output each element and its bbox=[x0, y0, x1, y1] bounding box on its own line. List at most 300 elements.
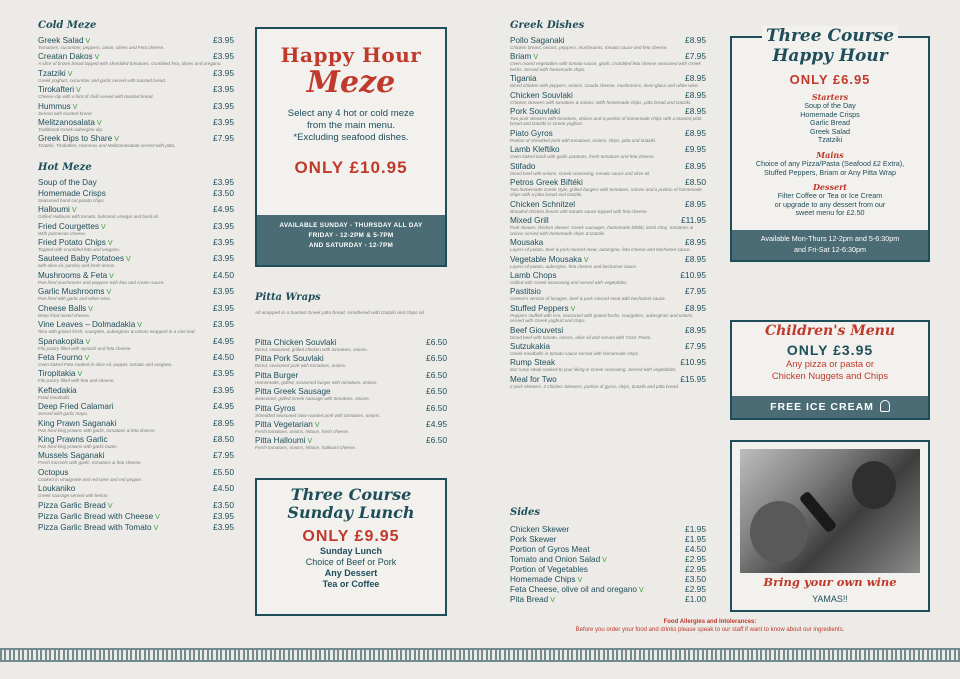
menu-item-name bbox=[38, 205, 77, 214]
childrens-menu-price: ONLY £3.95 bbox=[786, 342, 874, 358]
menu-item-price: £10.95 bbox=[680, 269, 706, 280]
menu-item-row bbox=[510, 144, 706, 154]
menu-item-price: £1.95 bbox=[685, 524, 706, 534]
menu-item-description: Breaded chicken breast with tomato sauce topped with feta cheese. bbox=[510, 208, 648, 214]
menu-item-name bbox=[38, 501, 112, 510]
menu-item bbox=[38, 133, 234, 148]
menu-item-name-text: Beef Giouvetsi bbox=[510, 325, 564, 335]
hot-meze-list bbox=[38, 177, 234, 532]
menu-item bbox=[38, 177, 234, 187]
menu-item-row bbox=[38, 352, 234, 362]
hot-meze-title: Hot Meze bbox=[38, 161, 92, 173]
starters-heading: Starters bbox=[811, 92, 849, 102]
menu-item-description: Peppers stuffed with rice, seasoned with grated herbs, courgettes, aubergines and onions, served with Greek yoghurt and chips. bbox=[510, 312, 694, 324]
menu-item-name bbox=[38, 85, 81, 94]
menu-item bbox=[255, 386, 447, 401]
menu-item-row bbox=[255, 419, 447, 429]
greek-dishes-title: Greek Dishes bbox=[510, 20, 585, 31]
sunday-lunch-title bbox=[257, 486, 445, 522]
menu-item-description: A slice of brown bread topped with shredded tomatoes, crumbled feta, olives and oregano. bbox=[38, 61, 222, 67]
menu-item-name bbox=[38, 512, 160, 521]
menu-item-name-text: Pork Souvlaki bbox=[510, 107, 561, 117]
childrens-menu-box bbox=[730, 320, 930, 420]
menu-item bbox=[510, 534, 706, 544]
offer-line: Homemade Crisps bbox=[800, 109, 860, 119]
menu-item-description: Pan fried king prawns with garlic butter. bbox=[38, 443, 119, 449]
menu-item-name bbox=[510, 255, 589, 264]
menu-item bbox=[38, 286, 234, 301]
menu-item-description: With parmesan cheese. bbox=[38, 230, 87, 236]
menu-item-price: £4.95 bbox=[213, 335, 234, 346]
menu-item-name-text: Tomato and Onion Salad bbox=[510, 555, 601, 564]
menu-item-description: Tzatziki, Tirokafteri, Hummus and Melitzanosalata served with pitta. bbox=[38, 143, 176, 149]
menu-item bbox=[38, 450, 234, 465]
menu-item bbox=[38, 270, 234, 285]
menu-item-price: £4.95 bbox=[426, 419, 447, 430]
menu-item-price: £3.95 bbox=[213, 100, 234, 111]
menu-item-name-text: Fried Courgettes bbox=[38, 221, 99, 231]
menu-item bbox=[38, 352, 234, 367]
menu-item bbox=[510, 584, 706, 594]
menu-item-description: 2 pork skewers, 2 chicken Skewers, portion of gyros, chips, tzatziki and pitta bread. bbox=[510, 383, 680, 389]
vegetarian-v-icon: V bbox=[71, 207, 77, 215]
menu-item-name-text: Pita Bread bbox=[510, 595, 549, 604]
menu-item-name bbox=[510, 304, 575, 313]
menu-item bbox=[38, 368, 234, 383]
menu-item-name-text: Sauteed Baby Potatoes bbox=[38, 254, 125, 264]
menu-item-row bbox=[38, 51, 234, 61]
menu-item-description: Diced, seasoned pork with tomatoes, onions. bbox=[255, 363, 347, 369]
menu-item-price: £1.95 bbox=[685, 534, 706, 544]
menu-item-row bbox=[510, 325, 706, 335]
menu-item-row bbox=[38, 221, 234, 231]
menu-item-name-text: King Prawns Garlic bbox=[38, 434, 108, 444]
menu-item-name-text: Cheese Balls bbox=[38, 303, 87, 313]
menu-item-name-text: Pitta Burger bbox=[255, 370, 299, 380]
menu-item-name bbox=[510, 107, 560, 116]
menu-item-name bbox=[255, 420, 319, 429]
happy-hour-meze-availability bbox=[257, 215, 445, 265]
menu-item-row bbox=[38, 450, 234, 460]
menu-item-price: £4.50 bbox=[685, 544, 706, 554]
menu-item-price: £3.95 bbox=[213, 67, 234, 78]
menu-item-row bbox=[38, 84, 234, 94]
vegetarian-v-icon: V bbox=[126, 256, 131, 264]
menu-item-name-text: Tiropitakia bbox=[38, 369, 76, 379]
menu-item-price: £3.95 bbox=[213, 84, 234, 95]
menu-item-description: Oven baked Feta cooked in olive oil, pepper, tomato and oregano. bbox=[38, 361, 173, 367]
menu-item-name-text: Pork Skewer bbox=[510, 535, 557, 544]
menu-item-description: Pan fried with garlic and white wine. bbox=[38, 296, 112, 302]
pitta-wraps-intro: All wrapped in a toasted Greek pitta bread, smothered with tzatziki and chips oil. bbox=[255, 311, 426, 316]
menu-item-price: £6.50 bbox=[426, 337, 447, 347]
menu-item-name-text: Tzatziki bbox=[38, 68, 66, 78]
menu-item-price: £3.95 bbox=[213, 117, 234, 128]
menu-item-description: Fried meatballs. bbox=[38, 394, 71, 400]
menu-item-price: £3.95 bbox=[213, 302, 234, 313]
menu-item-row bbox=[510, 128, 706, 138]
menu-item bbox=[38, 522, 234, 532]
menu-item-description: Cheese dip with a hint of chilli served with toasted bread. bbox=[38, 94, 154, 100]
menu-item-name bbox=[38, 468, 69, 477]
menu-item-price: £8.95 bbox=[685, 127, 706, 138]
menu-item-price: £4.50 bbox=[213, 269, 234, 280]
menu-item bbox=[510, 161, 706, 176]
menu-item-name-text: Melitzanosalata bbox=[38, 118, 95, 128]
menu-item-name-text: Pollo Saganaki bbox=[510, 36, 565, 45]
menu-item-row bbox=[510, 199, 706, 209]
menu-item bbox=[510, 286, 706, 301]
menu-item-row bbox=[510, 51, 706, 61]
menu-item bbox=[38, 336, 234, 351]
menu-item-description: Greek yoghurt, cucumber and garlic served with toasted bread. bbox=[38, 77, 167, 83]
menu-item-price: £3.95 bbox=[213, 510, 234, 521]
menu-item bbox=[510, 237, 706, 252]
menu-item-price: £8.95 bbox=[685, 237, 706, 248]
menu-item-price: £10.95 bbox=[680, 357, 706, 368]
menu-item-name bbox=[255, 371, 298, 380]
menu-item-row bbox=[255, 435, 447, 445]
menu-item bbox=[38, 319, 234, 334]
menu-item-name-text: Lamb Chops bbox=[510, 270, 557, 280]
menu-item-name-text: Rump Steak bbox=[510, 358, 556, 368]
menu-item-name-text: Portion of Gyros Meat bbox=[510, 545, 590, 554]
menu-item-price: £11.95 bbox=[681, 215, 706, 226]
menu-item-row bbox=[38, 270, 234, 280]
offer-line: Garlic Bread bbox=[810, 118, 850, 128]
menu-item-price: £15.95 bbox=[680, 373, 706, 384]
menu-item bbox=[38, 511, 234, 521]
vegetarian-v-icon: V bbox=[67, 70, 73, 78]
menu-item-name bbox=[38, 523, 158, 532]
childrens-menu-title: Children's Menu bbox=[762, 323, 898, 339]
menu-item-name-text: Pizza Garlic Bread with Tomato bbox=[38, 522, 152, 532]
bring-your-own-wine-box bbox=[730, 440, 930, 612]
menu-item-name-text: Mousaka bbox=[510, 238, 544, 248]
menu-item-row bbox=[38, 483, 234, 493]
menu-item-row bbox=[510, 177, 706, 187]
sides-title: Sides bbox=[510, 507, 541, 518]
menu-item-name-text: Soup of the Day bbox=[38, 177, 97, 187]
menu-item-name-text: Tirokafteri bbox=[38, 85, 75, 95]
menu-item-row bbox=[510, 594, 706, 604]
mains-list bbox=[732, 160, 928, 177]
happy-hour-meze-title-line2: Meze bbox=[306, 65, 396, 100]
menu-item-description: Greek sausage served with lemon. bbox=[38, 493, 109, 499]
hh-desc-line: *Excluding seafood dishes. bbox=[293, 132, 409, 143]
menu-item-name-text: Briam bbox=[510, 52, 532, 62]
menu-item-row bbox=[510, 35, 706, 45]
menu-item-name bbox=[38, 402, 114, 411]
menu-item-name bbox=[510, 555, 607, 564]
menu-item-price: £4.95 bbox=[213, 401, 234, 412]
menu-item-row bbox=[38, 522, 234, 532]
menu-item-description: Shredded seasoned slow roasted pork with tomatoes, onions. bbox=[255, 412, 381, 418]
menu-item bbox=[38, 68, 234, 83]
menu-item-description: Served with toasted bread. bbox=[38, 110, 93, 116]
menu-item bbox=[510, 254, 706, 269]
menu-item bbox=[510, 374, 706, 389]
menu-item-row bbox=[510, 374, 706, 384]
menu-item-description: 8oz rump steak cooked to your liking in Greek seasoning. Served with vegetables. bbox=[510, 367, 677, 373]
menu-item-row bbox=[510, 357, 706, 367]
menu-item-description: Cooked in vinaigrette and red wine and red pepper. bbox=[38, 476, 143, 482]
vegetarian-v-icon: V bbox=[570, 305, 576, 313]
menu-item bbox=[38, 483, 234, 498]
menu-item bbox=[510, 325, 706, 340]
menu-item-name-text: Vegetable Mousaka bbox=[510, 254, 582, 264]
menu-item-row bbox=[510, 90, 706, 100]
menu-item-name-text: Chicken Schnitzel bbox=[510, 199, 576, 209]
menu-item bbox=[510, 106, 706, 127]
menu-item-price: £1.00 bbox=[685, 594, 706, 604]
menu-item-price: £3.95 bbox=[213, 319, 234, 330]
menu-item-description: Filo pastry filled with feta and cheese. bbox=[38, 378, 115, 384]
menu-item-name-text: Feta Cheese, olive oil and oregano bbox=[510, 585, 637, 594]
menu-item-name bbox=[38, 254, 131, 263]
menu-item-description: Diced beef with onions, Greek seasoning, tomato sauce and olive oil. bbox=[510, 170, 651, 176]
menu-item-row bbox=[510, 574, 706, 584]
menu-item-description: Tomatoes, cucumber, peppers, onion, olives and Feta cheese. bbox=[38, 45, 165, 50]
menu-item-name bbox=[510, 178, 583, 187]
menu-item-price: £7.95 bbox=[213, 133, 234, 144]
sunday-title-line: Sunday Lunch bbox=[287, 503, 415, 522]
menu-item-row bbox=[510, 270, 706, 280]
offer-line: Greek Salad bbox=[810, 126, 850, 136]
menu-item-description: Greece's version of lasagne, beef & pork minced meat with bechamel sauce. bbox=[510, 296, 666, 302]
menu-item-price: £3.95 bbox=[213, 521, 234, 532]
menu-item-name-text: Greek Dips to Share bbox=[38, 134, 113, 144]
availability-line: AVAILABLE SUNDAY - THURSDAY ALL DAY bbox=[279, 222, 423, 229]
mains-heading: Mains bbox=[816, 149, 844, 160]
vegetarian-v-icon: V bbox=[550, 597, 555, 604]
menu-item-row bbox=[510, 254, 706, 264]
menu-item-name bbox=[510, 525, 569, 534]
menu-item-price: £3.50 bbox=[685, 574, 706, 584]
menu-item-name-text: Chicken Skewer bbox=[510, 525, 570, 534]
menu-item-name bbox=[255, 354, 324, 363]
menu-item-name bbox=[510, 216, 549, 225]
menu-item bbox=[510, 594, 706, 604]
menu-item-name-text: Pitta Vegetarian bbox=[255, 420, 313, 430]
menu-item-row bbox=[38, 177, 234, 187]
menu-item-description: Oven baked lamb with garlic potatoes, fresh tomatoes and feta cheese. bbox=[510, 154, 655, 160]
vegetarian-v-icon: V bbox=[72, 103, 78, 111]
menu-item bbox=[510, 524, 706, 534]
sides-list bbox=[510, 524, 706, 604]
menu-item-name-text: Piato Gyros bbox=[510, 128, 553, 138]
menu-item bbox=[38, 401, 234, 416]
pitta-wraps-title: Pitta Wraps bbox=[255, 292, 321, 303]
menu-item-description: Grilled with Greek Seasoning and served with vegetables. bbox=[510, 279, 628, 285]
menu-item-name-text: Mixed Grill bbox=[510, 216, 549, 226]
menu-item bbox=[38, 303, 234, 318]
menu-item-name bbox=[38, 419, 116, 428]
menu-item-description: Traditional Greek aubergine dip. bbox=[38, 127, 104, 133]
happy-hour-meze-price: ONLY £10.95 bbox=[294, 158, 408, 177]
menu-item-description: Two homemade Greek style, grilled burgers with tomatoes, onions and a portion of homemade chips with a pitta bread and tzatziki. bbox=[510, 187, 702, 198]
menu-item bbox=[510, 357, 706, 372]
menu-item bbox=[255, 337, 447, 352]
menu-item-description: Chicken breast, onions, peppers, mushrooms, tomato sauce and feta cheese. bbox=[510, 45, 668, 50]
menu-item-name bbox=[510, 595, 555, 604]
menu-item-name-text: Pitta Pork Souvlaki bbox=[255, 354, 324, 364]
vegetarian-v-icon: V bbox=[76, 87, 81, 95]
menu-item-name bbox=[510, 36, 565, 45]
menu-item bbox=[255, 370, 447, 385]
vegetarian-v-icon: V bbox=[155, 513, 160, 521]
menu-item-price: £7.95 bbox=[685, 340, 706, 351]
sunday-lunch-line: Choice of Beef or Pork bbox=[305, 557, 397, 567]
vegetarian-v-icon: V bbox=[107, 502, 113, 510]
menu-item-name-text: Tigania bbox=[510, 74, 537, 84]
menu-item-name bbox=[38, 134, 119, 143]
menu-item-row bbox=[255, 403, 447, 413]
menu-item-description: Portion of shredded pork with tomatoes, onions, chips, pitta and tzatziki. bbox=[510, 137, 657, 143]
menu-item bbox=[38, 51, 234, 66]
menu-item-name bbox=[510, 585, 644, 594]
menu-item bbox=[255, 419, 447, 434]
menu-item-name-text: Chicken Souvlaki bbox=[510, 90, 573, 100]
menu-item-description: Fresh tomatoes, onions, lettuce, halloumi cheese. bbox=[255, 445, 357, 451]
menu-item-price: £3.95 bbox=[213, 368, 234, 379]
three-course-hh-title bbox=[762, 26, 898, 66]
menu-item-row bbox=[510, 286, 706, 296]
availability-line: FRIDAY - 12-2PM & 5-7PM bbox=[308, 232, 394, 239]
menu-item bbox=[510, 177, 706, 198]
childrens-menu-line: Chicken Nuggets and Chips bbox=[771, 369, 889, 381]
menu-item-name bbox=[38, 118, 102, 127]
menu-item-name-text: Pitta Chicken Souvlaki bbox=[255, 338, 337, 347]
menu-item-row bbox=[38, 368, 234, 378]
vegetarian-v-icon: V bbox=[639, 587, 644, 594]
menu-item-row bbox=[255, 353, 447, 363]
menu-item-price: £7.95 bbox=[213, 450, 234, 461]
menu-item-description: Pan fried mushrooms and peppers with feta and cream sauce. bbox=[38, 279, 165, 285]
menu-item-row bbox=[510, 534, 706, 544]
vegetarian-v-icon: V bbox=[107, 240, 113, 248]
menu-item bbox=[38, 500, 234, 510]
menu-item-name bbox=[38, 36, 90, 45]
menu-item-row bbox=[38, 319, 234, 329]
menu-item bbox=[38, 204, 234, 219]
menu-item-name bbox=[510, 74, 537, 83]
menu-item-name bbox=[38, 238, 112, 247]
menu-item-price: £8.95 bbox=[685, 35, 706, 45]
menu-item-name bbox=[510, 358, 555, 367]
menu-item-row bbox=[38, 117, 234, 127]
vegetarian-v-icon: V bbox=[153, 524, 159, 532]
menu-item-description: Layers of potato, beef & pork minced meat, aubergine, feta cheese and bechamel sauce. bbox=[510, 247, 691, 253]
menu-item-name-text: Pastitsio bbox=[510, 287, 541, 297]
three-course-title-line: Happy Hour bbox=[772, 46, 888, 66]
menu-item bbox=[38, 221, 234, 236]
menu-item bbox=[38, 101, 234, 116]
menu-item-name bbox=[510, 52, 538, 61]
vegetarian-v-icon: V bbox=[106, 289, 112, 297]
menu-item-name bbox=[38, 337, 90, 346]
availability-line: Available Mon-Thurs 12-2pm and 5-6:30pm bbox=[760, 234, 900, 243]
menu-item-name bbox=[510, 200, 575, 209]
vegetarian-v-icon: V bbox=[137, 322, 142, 330]
menu-item-name-text: Feta Fourno bbox=[38, 352, 83, 362]
vegetarian-v-icon: V bbox=[88, 305, 93, 313]
menu-item bbox=[510, 128, 706, 143]
vegetarian-v-icon: V bbox=[533, 54, 539, 62]
menu-item-row bbox=[510, 564, 706, 574]
menu-item-row bbox=[38, 237, 234, 247]
menu-item-name-text: Halloumi bbox=[38, 205, 70, 215]
menu-item-description: Topped with crumbled feta and oregano. bbox=[38, 247, 121, 253]
menu-item-row bbox=[510, 554, 706, 564]
menu-item-price: £2.95 bbox=[685, 584, 706, 594]
menu-item-row bbox=[510, 215, 706, 225]
menu-item-description: Chicken skewers with tomatoes & onions. With homemade chips, pitta bread and tzatziki. bbox=[510, 99, 692, 105]
menu-item-price: £6.50 bbox=[426, 402, 447, 413]
menu-item-row bbox=[38, 385, 234, 395]
menu-item-price: £3.95 bbox=[213, 176, 234, 187]
menu-item-description: Layers of potato, aubergine, feta cheese and bechamel sauce. bbox=[510, 263, 638, 269]
menu-item-name bbox=[510, 129, 553, 138]
menu-item-name-text: Homemade Chips bbox=[510, 575, 576, 584]
menu-item-price: £8.95 bbox=[685, 302, 706, 313]
availability-line: and Fri-Sat 12-6:30pm bbox=[794, 245, 866, 254]
menu-item-row bbox=[38, 500, 234, 510]
pitta-wraps-list bbox=[255, 337, 447, 452]
menu-item-description: Fresh tomatoes, onions, lettuce, fresh cheese. bbox=[255, 429, 350, 435]
menu-item-price: £7.95 bbox=[685, 286, 706, 297]
menu-item-name-text: King Prawn Saganaki bbox=[38, 418, 117, 428]
menu-item-row bbox=[38, 204, 234, 214]
menu-item-name bbox=[38, 304, 93, 313]
menu-item-name bbox=[510, 145, 560, 154]
menu-item-row bbox=[38, 401, 234, 411]
menu-item-name bbox=[38, 451, 104, 460]
menu-item-name-text: Creatan Dakos bbox=[38, 52, 93, 62]
vegetarian-v-icon: V bbox=[84, 354, 90, 362]
menu-item-name-text: Stifado bbox=[510, 161, 536, 171]
menu-item-row bbox=[510, 161, 706, 171]
menu-item-row bbox=[38, 286, 234, 296]
menu-item-name-text: Pizza Garlic Bread bbox=[38, 500, 106, 510]
menu-item-name-text: Keftedakia bbox=[38, 385, 77, 395]
menu-item bbox=[38, 418, 234, 433]
menu-item bbox=[38, 467, 234, 482]
menu-item-name bbox=[38, 320, 142, 329]
happy-hour-meze-title-line1: Happy Hour bbox=[280, 43, 422, 67]
allergy-title: Food Allergies and Intolerances: bbox=[663, 619, 757, 625]
menu-item-name-text: Pitta Greek Sausage bbox=[255, 387, 331, 397]
allergy-notice bbox=[500, 618, 920, 634]
vegetarian-v-icon: V bbox=[583, 256, 589, 264]
menu-item-price: £5.50 bbox=[213, 466, 234, 477]
menu-item-description: Oven mixed vegetables with tomato sauce, garlic, crumbled feta cheese seasoned with Greek herbs. Served with homemade chips. bbox=[510, 61, 701, 72]
yamas-text: YAMAS!! bbox=[812, 594, 848, 604]
offer-line: Tzatziki bbox=[817, 135, 843, 145]
menu-item-row bbox=[38, 68, 234, 78]
menu-item bbox=[510, 35, 706, 50]
free-ice-cream-label: FREE ICE CREAM bbox=[770, 401, 874, 413]
menu-item-name-text: Hummus bbox=[38, 101, 71, 111]
sunday-lunch-line: Tea or Coffee bbox=[322, 579, 380, 589]
menu-item-description: Filo pastry filled with spinach and feta cheese. bbox=[38, 345, 132, 351]
menu-item-row bbox=[510, 106, 706, 116]
menu-item-name bbox=[510, 287, 541, 296]
menu-item-name-text: Mushrooms & Feta bbox=[38, 270, 108, 280]
menu-item bbox=[38, 35, 234, 50]
offer-line: or upgrade to any dessert from our bbox=[774, 199, 886, 209]
starters-list bbox=[732, 102, 928, 145]
